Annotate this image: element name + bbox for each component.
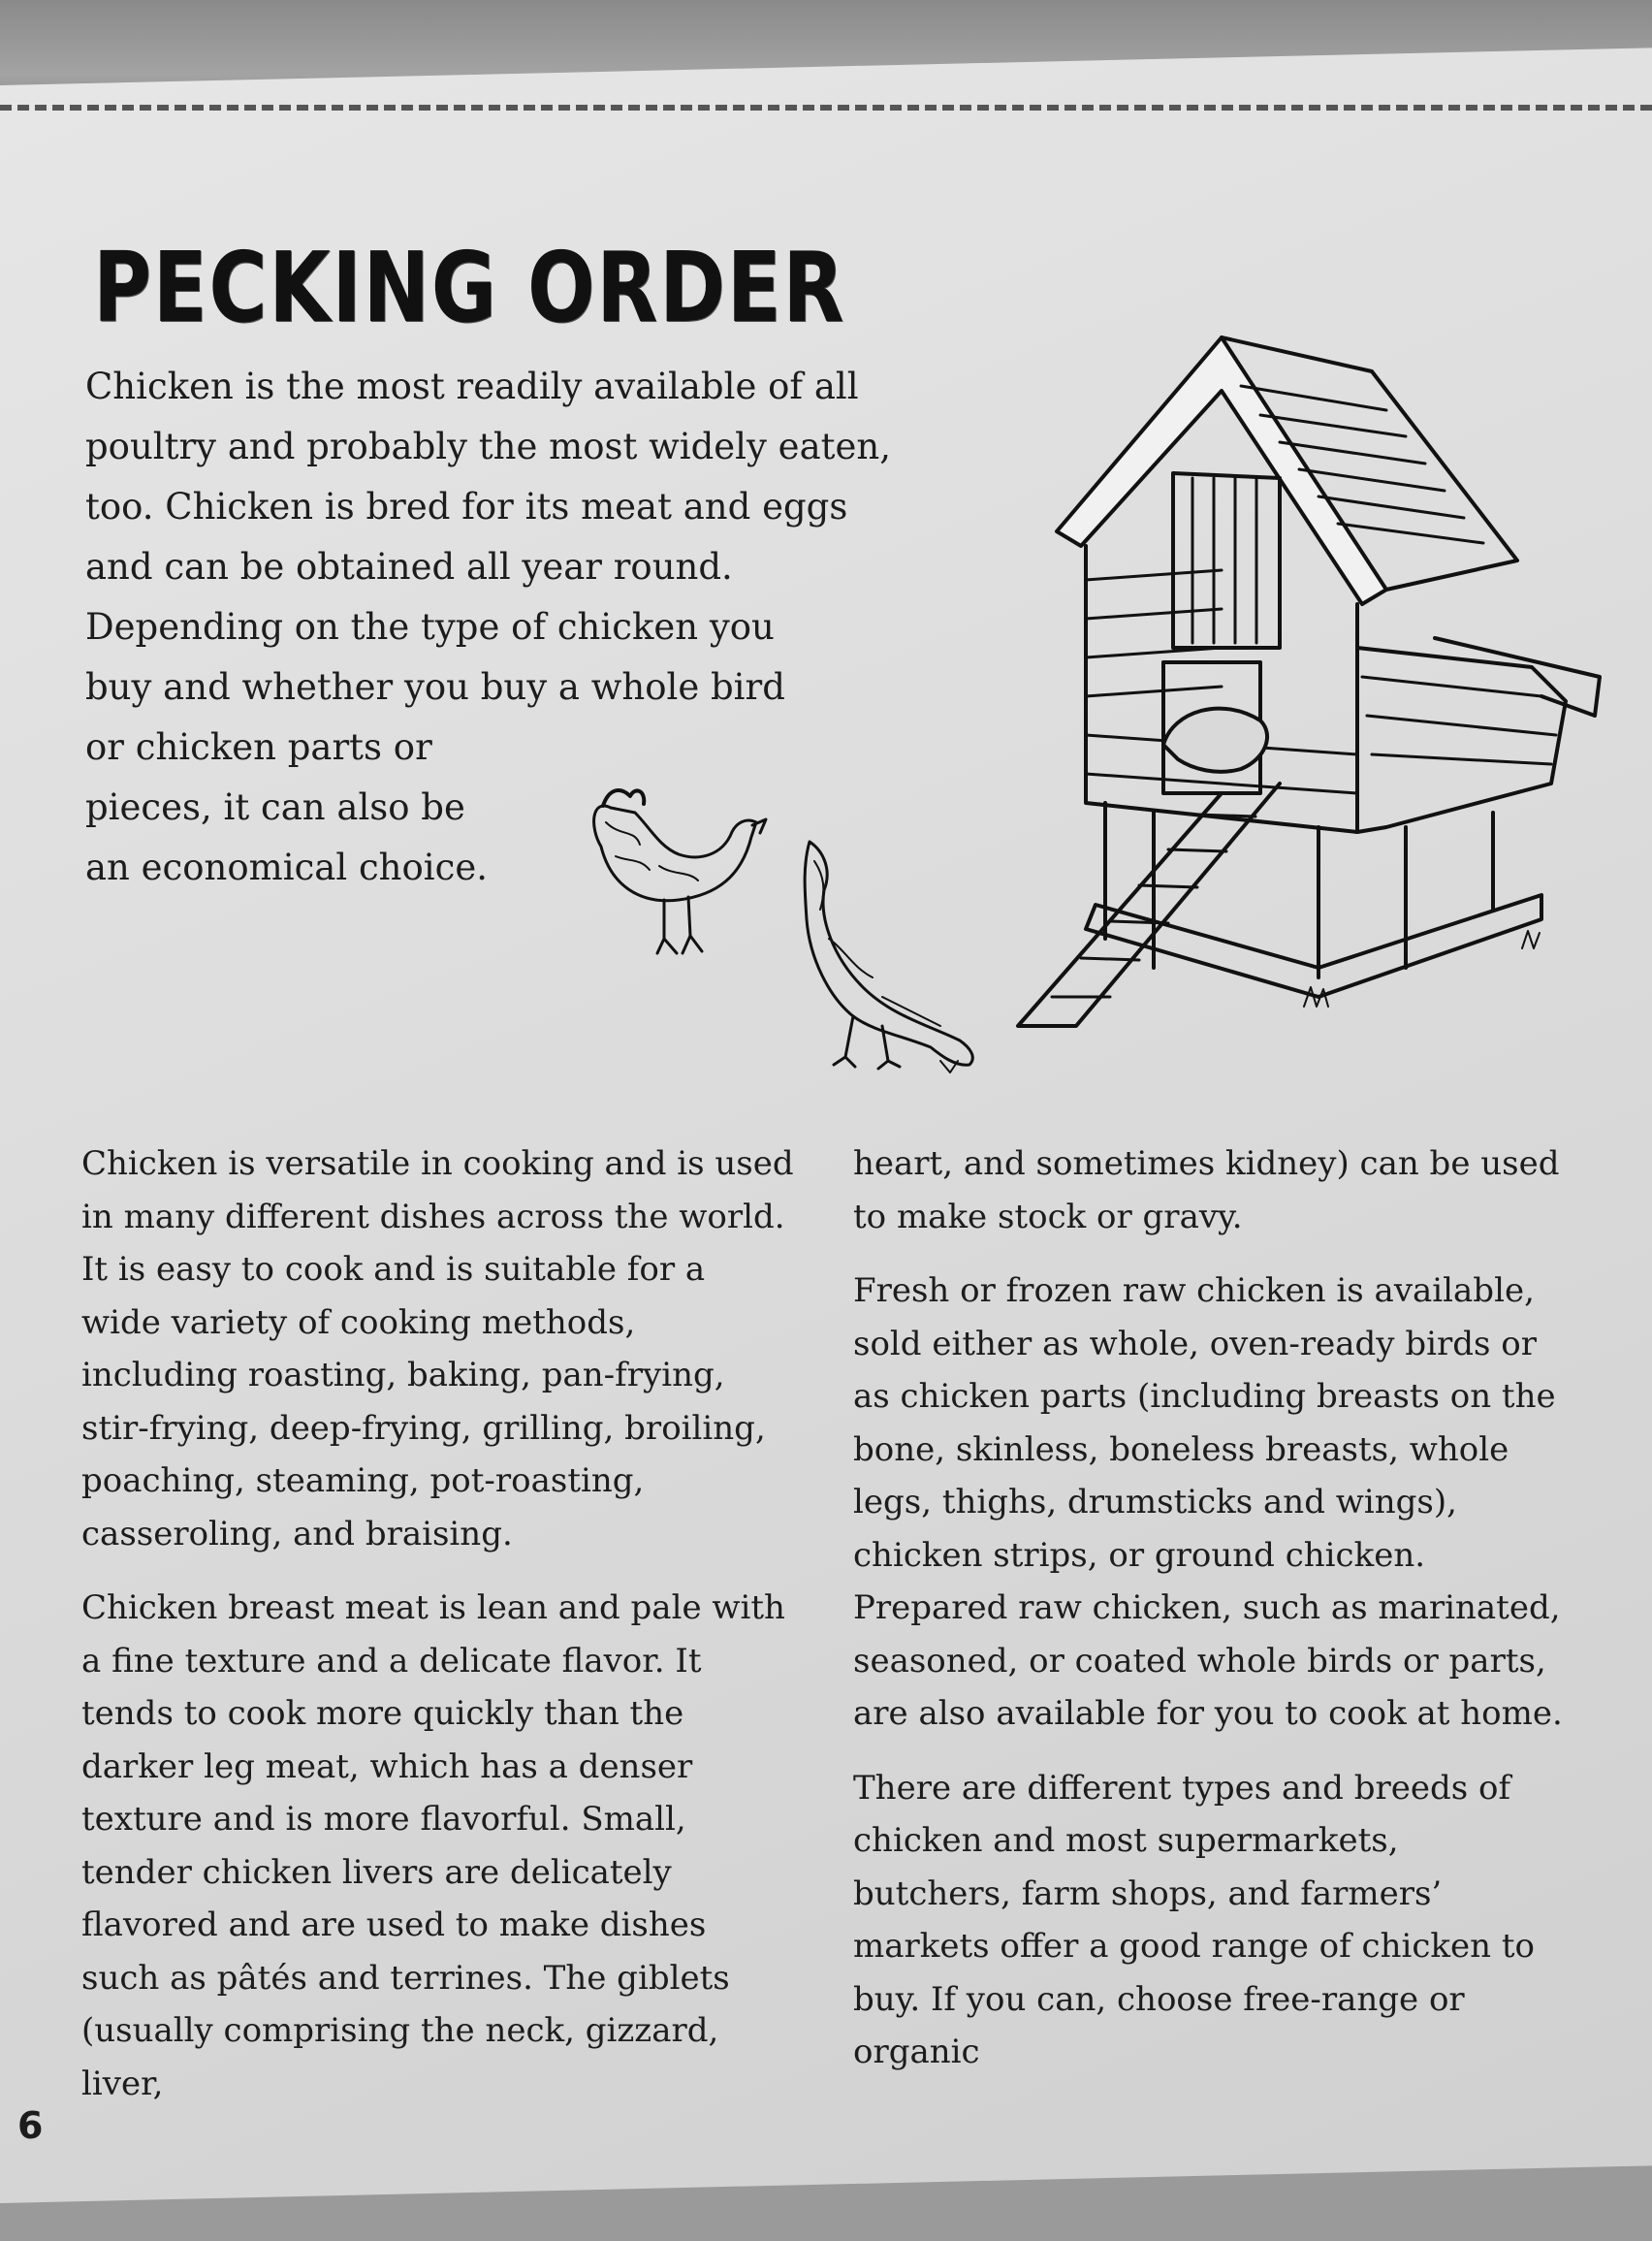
intro-line: or chicken parts or <box>85 726 432 768</box>
text-column-left <box>81 1137 794 2131</box>
intro-line: an economical choice. <box>85 847 488 888</box>
page-number: 6 <box>17 2104 44 2147</box>
intro-line: poultry and probably the most widely eaten, <box>85 426 891 467</box>
dashed-border <box>0 105 1652 111</box>
intro-line: Chicken is the most readily available of all <box>85 366 859 407</box>
page-title: PECKING ORDER <box>93 231 846 344</box>
intro-line: and can be obtained all year round. <box>85 546 733 588</box>
body-paragraph: Chicken breast meat is lean and pale with a fine texture and a delicate flavor. It tends to cook more quickly than the darker leg meat, which has a denser texture and is more flavorful. Small, tender chicken livers are delicately flavored and are used to make dishes such as pâtés and terrines. The giblets (usually comprising the neck, gizzard, liver, <box>81 1588 785 2103</box>
intro-line: pieces, it can also be <box>85 786 465 828</box>
body-paragraph: Fresh or frozen raw chicken is available, sold either as whole, oven-ready birds or as chicken parts (including breasts on the bone, skinless, boneless breasts, whole legs, thighs, drumsticks and wings), chicken strips, or ground chicken. Prepared raw chicken, such as marinated, seasoned, or coated whole birds or parts, are also available for you to cook at home. <box>853 1271 1563 1733</box>
body-paragraph: Chicken is versatile in cooking and is used in many different dishes across the world. It is easy to cook and is suitable for a wide variety of cooking methods, including roasting, baking, pan-frying, stir-frying, deep-frying, grilling, broiling, poaching, steaming, pot-roasting, casseroling, and braising. <box>81 1144 794 1553</box>
book-page <box>0 48 1652 2203</box>
intro-line: too. Chicken is bred for its meat and eggs <box>85 486 848 528</box>
hen-standing-icon <box>582 769 776 973</box>
intro-line: buy and whether you buy a whole bird <box>85 666 785 708</box>
hen-pecking-icon <box>795 832 989 1074</box>
body-paragraph: There are different types and breeds of chicken and most supermarkets, butchers, farm shops, and farmers’ markets offer a good range of chicken to buy. If you can, choose free-range or organic <box>853 1768 1535 2071</box>
intro-line: Depending on the type of chicken you <box>85 606 775 648</box>
body-paragraph: heart, and sometimes kidney) can be used to make stock or gravy. <box>853 1144 1560 1236</box>
intro-paragraph <box>85 357 997 898</box>
text-column-right <box>853 1137 1566 2100</box>
chicken-coop-icon <box>999 328 1638 1065</box>
